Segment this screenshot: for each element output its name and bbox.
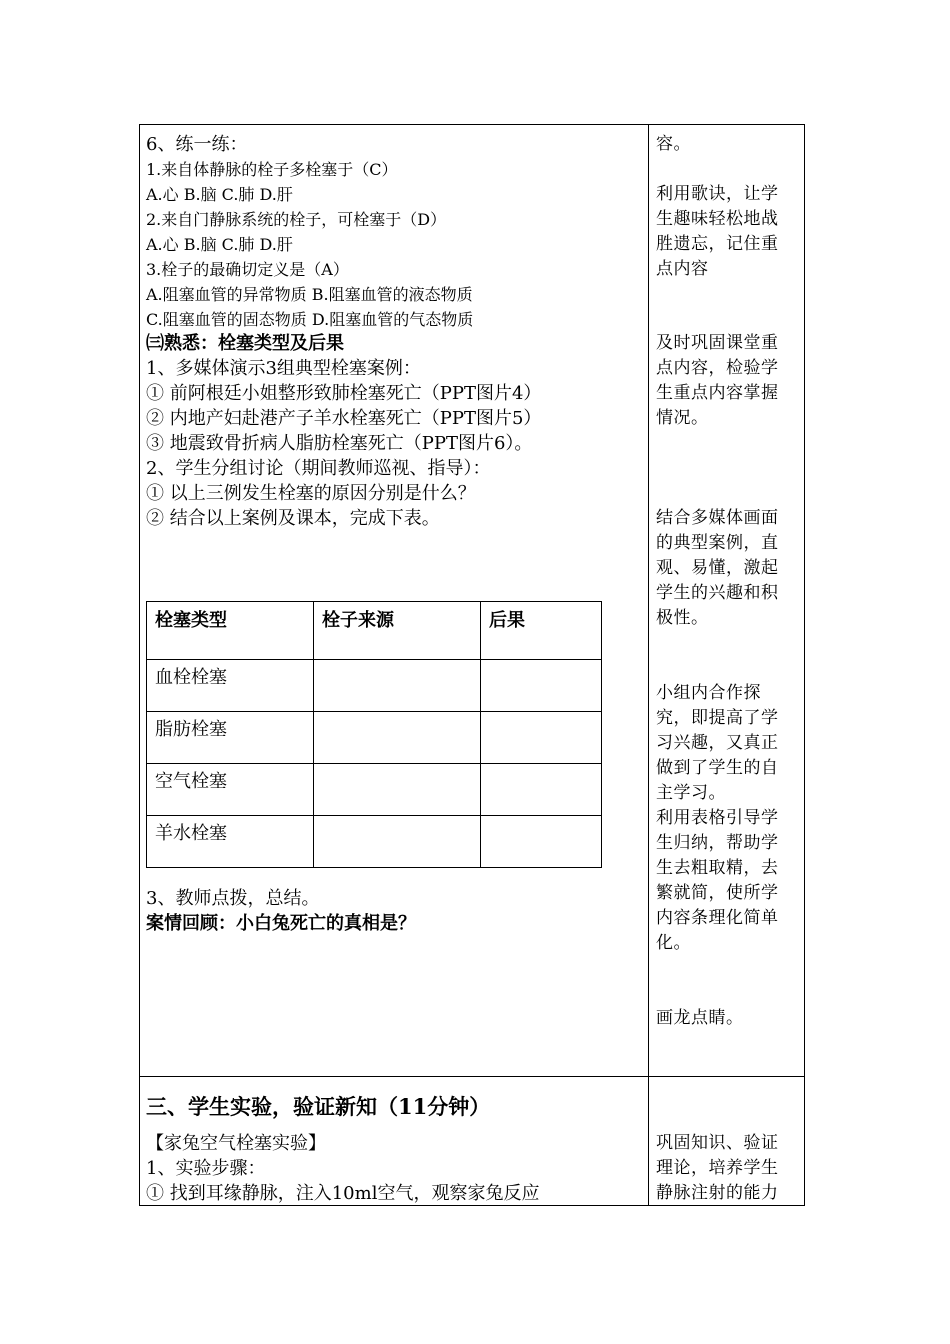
table-cell: 空气栓塞 bbox=[147, 764, 314, 816]
table-cell: 血栓栓塞 bbox=[147, 660, 314, 712]
table-row bbox=[147, 816, 602, 868]
note-line: 主学习。 bbox=[656, 783, 726, 803]
practice-question-3-options-2: C.阻塞血管的固态物质 D.阻塞血管的气态物质 bbox=[146, 310, 474, 329]
note-finishing-touch: 画龙点睛。 bbox=[656, 1008, 744, 1028]
table-cell bbox=[481, 816, 602, 868]
practice-question-2-options: A.心 B.脑 C.肺 D.肝 bbox=[146, 235, 293, 254]
note-table-guide bbox=[656, 806, 798, 956]
note-line: 点内容，检验学 bbox=[656, 358, 779, 378]
note-line: 胜遗忘，记住重 bbox=[656, 234, 779, 254]
practice-question-1-options: A.心 B.脑 C.肺 D.肝 bbox=[146, 185, 293, 204]
table-row bbox=[147, 712, 602, 764]
note-line: 生重点内容掌握 bbox=[656, 383, 779, 403]
practice-question-2: 2.来自门静脉系统的栓子，可栓塞于（D） bbox=[146, 210, 447, 229]
note-line: 理论，培养学生 bbox=[656, 1158, 779, 1178]
table-cell bbox=[314, 712, 481, 764]
note-line: 繁就简，使所学 bbox=[656, 883, 779, 903]
note-line: 情况。 bbox=[656, 408, 709, 428]
note-line: 极性。 bbox=[656, 608, 709, 628]
multimedia-item: 1、多媒体演示3组典型栓塞案例： bbox=[146, 358, 421, 379]
note-line: 结合多媒体画面 bbox=[656, 508, 779, 528]
note-line: 巩固知识、验证 bbox=[656, 1133, 779, 1153]
discussion-question-1: ① 以上三例发生栓塞的原因分别是什么？ bbox=[146, 483, 476, 504]
note-multimedia bbox=[656, 506, 798, 631]
note-group-work bbox=[656, 681, 798, 806]
note-line: 究，即提高了学 bbox=[656, 708, 779, 728]
note-line: 观、易懂，激起 bbox=[656, 558, 779, 578]
case-2: ② 内地产妇赴港产子羊水栓塞死亡（PPT图片5） bbox=[146, 408, 542, 429]
note-line: 生去粗取精，去 bbox=[656, 858, 779, 878]
table-row bbox=[147, 764, 602, 816]
note-line: 做到了学生的自 bbox=[656, 758, 779, 778]
embolism-table bbox=[146, 601, 602, 868]
table-header-row bbox=[147, 602, 602, 660]
note-continued: 容。 bbox=[656, 134, 691, 154]
practice-title: 6、练一练： bbox=[146, 134, 248, 155]
note-line: 利用歌诀，让学 bbox=[656, 184, 779, 204]
table-header-cell: 栓塞类型 bbox=[147, 602, 314, 660]
discussion-item: 2、学生分组讨论（期间教师巡视、指导）： bbox=[146, 458, 491, 479]
table-row bbox=[147, 660, 602, 712]
note-line: 小组内合作探 bbox=[656, 683, 761, 703]
note-line: 生趣味轻松地战 bbox=[656, 209, 779, 229]
note-consolidate bbox=[656, 331, 798, 431]
table-cell bbox=[314, 816, 481, 868]
practice-question-3: 3.栓子的最确切定义是（A） bbox=[146, 260, 349, 279]
discussion-question-2: ② 结合以上案例及课本，完成下表。 bbox=[146, 508, 440, 529]
note-line: 习兴趣，又真正 bbox=[656, 733, 779, 753]
table-header-cell: 后果 bbox=[481, 602, 602, 660]
case-1: ① 前阿根廷小姐整形致肺栓塞死亡（PPT图片4） bbox=[146, 383, 542, 404]
note-experiment bbox=[656, 1131, 798, 1206]
table-header-cell: 栓子来源 bbox=[314, 602, 481, 660]
experiment-title: 【家兔空气栓塞实验】 bbox=[146, 1133, 326, 1154]
note-line: 点内容 bbox=[656, 259, 709, 279]
note-line: 静脉注射的能力 bbox=[656, 1183, 779, 1203]
note-line: 生归纳，帮助学 bbox=[656, 833, 779, 853]
case-3: ③ 地震致骨折病人脂肪栓塞死亡（PPT图片6）。 bbox=[146, 433, 533, 454]
experiment-step-1: ① 找到耳缘静脉，注入10ml空气，观察家兔反应 bbox=[146, 1183, 540, 1204]
note-line: 内容条理化简单 bbox=[656, 908, 779, 928]
table-cell bbox=[314, 660, 481, 712]
table-cell bbox=[481, 764, 602, 816]
case-review: 案情回顾：小白兔死亡的真相是？ bbox=[146, 913, 416, 934]
section-heading: ㈢熟悉：栓塞类型及后果 bbox=[146, 333, 344, 354]
note-line: 及时巩固课堂重 bbox=[656, 333, 779, 353]
note-line: 学生的兴趣和积 bbox=[656, 583, 779, 603]
note-mnemonic bbox=[656, 182, 798, 282]
practice-question-1: 1.来自体静脉的栓子多栓塞于（C） bbox=[146, 160, 398, 179]
table-cell: 羊水栓塞 bbox=[147, 816, 314, 868]
table-cell: 脂肪栓塞 bbox=[147, 712, 314, 764]
experiment-steps-label: 1、实验步骤： bbox=[146, 1158, 266, 1179]
note-line: 的典型案例，直 bbox=[656, 533, 779, 553]
note-line: 利用表格引导学 bbox=[656, 808, 779, 828]
practice-question-3-options-1: A.阻塞血管的异常物质 B.阻塞血管的液态物质 bbox=[146, 285, 473, 304]
note-line: 化。 bbox=[656, 933, 691, 953]
column-divider bbox=[648, 124, 649, 1206]
teacher-summary: 3、教师点拨，总结。 bbox=[146, 888, 320, 909]
table-cell bbox=[481, 712, 602, 764]
row-divider bbox=[139, 1076, 805, 1077]
part-heading: 三、学生实验，验证新知（11分钟） bbox=[146, 1094, 491, 1119]
table-cell bbox=[314, 764, 481, 816]
table-cell bbox=[481, 660, 602, 712]
